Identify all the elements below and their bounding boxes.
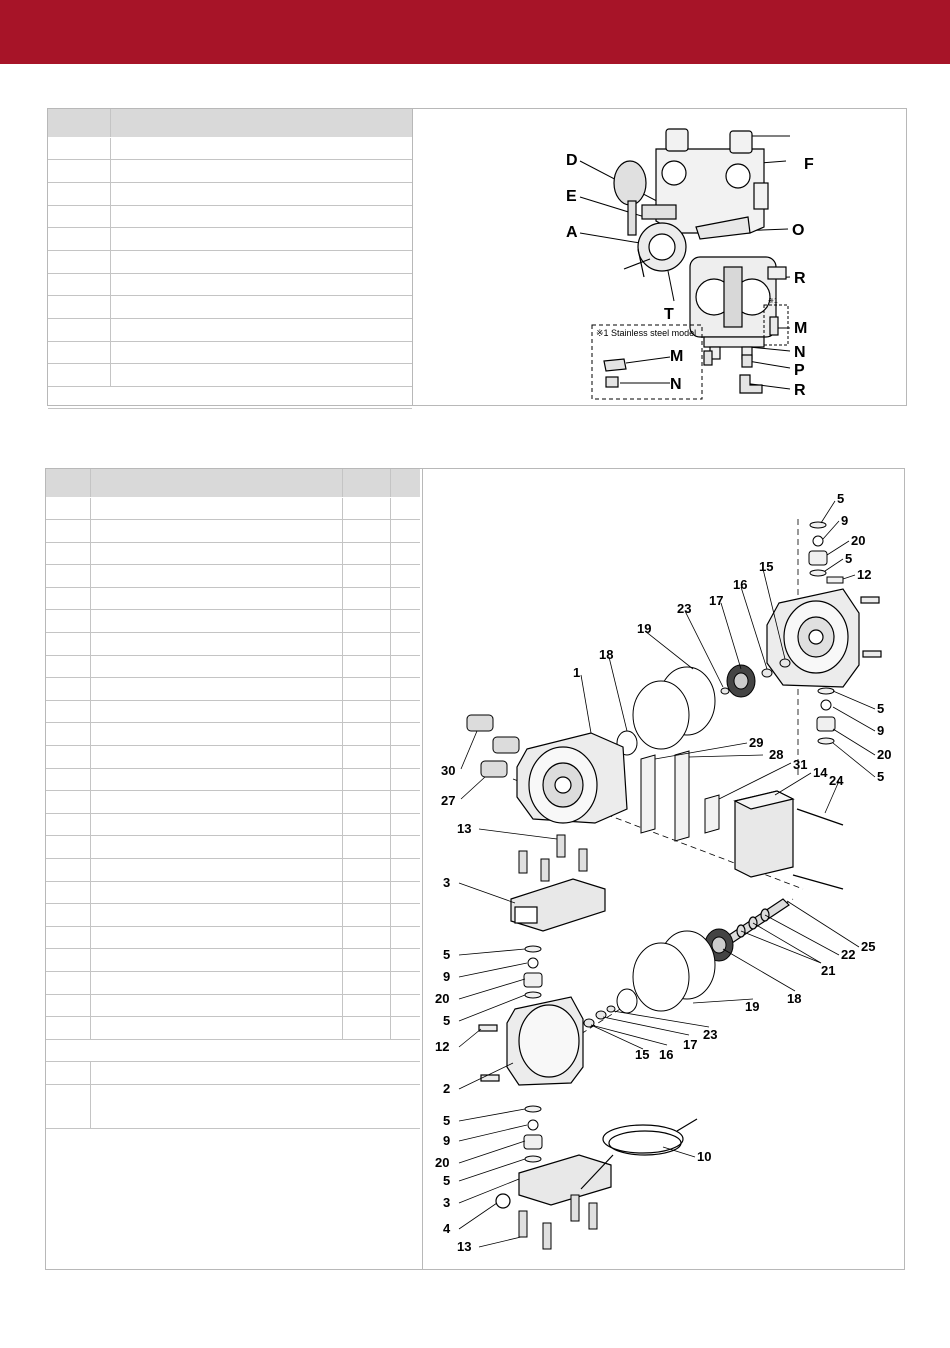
cell-part-name [90, 678, 342, 701]
table-row [46, 746, 420, 769]
callout-m: M [794, 320, 808, 337]
cell-extra [390, 746, 420, 769]
callout-9-b: 9 [877, 723, 885, 738]
table-section-row [46, 1039, 420, 1061]
callout-18-b: 18 [787, 991, 802, 1006]
table-footer-row [48, 387, 412, 409]
cell-qty [342, 723, 390, 746]
pump-system-illustration [528, 121, 828, 403]
cell-extra [390, 904, 420, 927]
header-cell-code [48, 109, 110, 137]
cell-extra [390, 610, 420, 633]
cell-description [110, 205, 412, 228]
header-cell-extra [390, 469, 420, 497]
table-row [48, 160, 412, 183]
table-row [46, 836, 420, 859]
cell-no [46, 926, 90, 949]
cell-no [46, 497, 90, 520]
cell-description [110, 364, 412, 387]
cell-part-name [90, 723, 342, 746]
cell-no [46, 904, 90, 927]
callout-5-h: 5 [443, 1173, 451, 1188]
table-row [46, 565, 420, 588]
callout-5-f: 5 [443, 1013, 451, 1028]
cell-no [46, 723, 90, 746]
cell-part-name [90, 813, 342, 836]
callout-14: 14 [813, 765, 828, 780]
cell-qty [342, 768, 390, 791]
cell-no [46, 859, 90, 882]
cell-extra [390, 633, 420, 656]
cell-part-name [90, 700, 342, 723]
cell-part-name [90, 768, 342, 791]
cell-no [46, 836, 90, 859]
table-row [46, 497, 420, 520]
cell-qty [342, 497, 390, 520]
callout-5-g: 5 [443, 1113, 451, 1128]
callout-23-b: 23 [703, 1027, 718, 1042]
cell-no [46, 678, 90, 701]
header-bar [0, 0, 950, 64]
cell-code [48, 341, 110, 364]
cell-qty [342, 859, 390, 882]
callout-d: D [566, 152, 578, 169]
cell-extra [390, 497, 420, 520]
cell-part-name [90, 565, 342, 588]
table-note-row [46, 1084, 420, 1128]
cell-extra [390, 949, 420, 972]
callout-9-d: 9 [443, 1133, 451, 1148]
callout-17-b: 17 [683, 1037, 698, 1052]
cell-no [46, 520, 90, 543]
callout-5-b: 5 [845, 551, 853, 566]
callout-n: N [794, 344, 806, 361]
callout-20-a: 20 [851, 533, 866, 548]
cell-extra [390, 587, 420, 610]
cell-qty [342, 587, 390, 610]
table-row [46, 542, 420, 565]
cell-part-name [90, 542, 342, 565]
cell-qty [342, 565, 390, 588]
inset-title: ※1 Stainless steel model [596, 328, 697, 338]
cell-description [110, 137, 412, 160]
cell-no [46, 610, 90, 633]
callout-28: 28 [769, 747, 784, 762]
cell-part-name [90, 859, 342, 882]
header-cell-part-name [90, 469, 342, 497]
inset-callout-n: N [670, 376, 682, 393]
callout-p: P [794, 362, 805, 379]
cell-code [48, 137, 110, 160]
cell-description [110, 228, 412, 251]
cell-extra [390, 723, 420, 746]
cell-no [46, 565, 90, 588]
cell-qty [342, 904, 390, 927]
cell-no [46, 881, 90, 904]
callout-t: T [664, 306, 674, 323]
callout-15-b: 15 [635, 1047, 650, 1062]
callout-1: 1 [573, 665, 581, 680]
inset-callout-m: M [670, 348, 684, 365]
cell-extra [390, 813, 420, 836]
cell-no [46, 700, 90, 723]
footer-cell [48, 387, 412, 409]
table-row [48, 341, 412, 364]
cell-part-name [90, 746, 342, 769]
cell-qty [342, 633, 390, 656]
callout-20-d: 20 [435, 1155, 450, 1170]
cell-description [110, 182, 412, 205]
callout-13-b: 13 [457, 1239, 472, 1254]
cell-qty [342, 971, 390, 994]
table-row [48, 296, 412, 319]
cell-description [110, 250, 412, 273]
header-cell-qty [342, 469, 390, 497]
callout-18-a: 18 [599, 647, 614, 662]
callout-25: 25 [861, 939, 876, 954]
cell-part-name [90, 926, 342, 949]
cell-extra [390, 768, 420, 791]
callout-20-c: 20 [435, 991, 450, 1006]
table-row [46, 859, 420, 882]
callout-20-b: 20 [877, 747, 892, 762]
table-row [46, 655, 420, 678]
cell-no [46, 949, 90, 972]
cell-no [46, 746, 90, 769]
table-row [46, 678, 420, 701]
table-row [48, 273, 412, 296]
callout-5-a: 5 [837, 491, 845, 506]
callout-12-b: 12 [435, 1039, 450, 1054]
note-cell-no [46, 1061, 90, 1084]
cell-extra [390, 791, 420, 814]
cell-no [46, 542, 90, 565]
cell-description [110, 341, 412, 364]
cell-qty [342, 678, 390, 701]
table-row [46, 610, 420, 633]
table-row [46, 633, 420, 656]
callout-4: 4 [443, 1221, 451, 1236]
table-row [46, 926, 420, 949]
cell-no [46, 971, 90, 994]
callout-9-c: 9 [443, 969, 451, 984]
table-header-row [46, 469, 420, 497]
callout-e: E [566, 188, 577, 205]
cell-qty [342, 813, 390, 836]
cell-extra [390, 520, 420, 543]
table-row [46, 971, 420, 994]
cell-extra [390, 542, 420, 565]
header-cell-description [110, 109, 412, 137]
inset-marker: ※1 [768, 298, 778, 305]
callout-12-a: 12 [857, 567, 872, 582]
cell-part-name [90, 971, 342, 994]
table-header-row [48, 109, 412, 137]
cell-extra [390, 678, 420, 701]
cell-no [46, 587, 90, 610]
cell-no [46, 994, 90, 1017]
cell-no [46, 791, 90, 814]
cell-part-name [90, 655, 342, 678]
cell-code [48, 160, 110, 183]
cell-extra [390, 881, 420, 904]
system-components-panel [47, 108, 907, 406]
table-row [48, 228, 412, 251]
header-cell-no [46, 469, 90, 497]
cell-extra [390, 700, 420, 723]
callout-16-a: 16 [733, 577, 748, 592]
cell-part-name [90, 633, 342, 656]
cell-extra [390, 1017, 420, 1040]
cell-code [48, 182, 110, 205]
callout-10: 10 [697, 1149, 712, 1164]
section-cell [46, 1039, 420, 1061]
cell-no [46, 633, 90, 656]
callout-r-lower: R [794, 382, 806, 399]
cell-part-name [90, 836, 342, 859]
callout-r-upper: R [794, 270, 806, 287]
table-note-row [46, 1061, 420, 1084]
cell-qty [342, 949, 390, 972]
cell-part-name [90, 881, 342, 904]
table-row [46, 700, 420, 723]
callout-3-b: 3 [443, 1195, 451, 1210]
cell-qty [342, 836, 390, 859]
cell-extra [390, 859, 420, 882]
table-row [46, 520, 420, 543]
callout-21: 21 [821, 963, 836, 978]
cell-qty [342, 1017, 390, 1040]
cell-no [46, 768, 90, 791]
cell-description [110, 160, 412, 183]
pump-parts-panel [45, 468, 905, 1270]
callout-24: 24 [829, 773, 844, 788]
cell-qty [342, 655, 390, 678]
table-row [46, 881, 420, 904]
cell-qty [342, 791, 390, 814]
callout-5-d: 5 [877, 769, 885, 784]
cell-qty [342, 926, 390, 949]
callout-2: 2 [443, 1081, 451, 1096]
callout-5-e: 5 [443, 947, 451, 962]
cell-extra [390, 565, 420, 588]
cell-part-name [90, 587, 342, 610]
cell-qty [342, 700, 390, 723]
cell-qty [342, 881, 390, 904]
cell-code [48, 228, 110, 251]
table-row [46, 1017, 420, 1040]
cell-part-name [90, 610, 342, 633]
callout-16-b: 16 [659, 1047, 674, 1062]
table-row [48, 182, 412, 205]
system-components-table [48, 109, 412, 409]
callout-19-a: 19 [637, 621, 652, 636]
cell-extra [390, 994, 420, 1017]
cell-qty [342, 746, 390, 769]
callout-22: 22 [841, 947, 856, 962]
cell-extra [390, 926, 420, 949]
callout-a: A [566, 224, 578, 241]
pump-parts-table [46, 469, 420, 1129]
cell-qty [342, 542, 390, 565]
exploded-parts-diagram [423, 479, 903, 1267]
cell-no [46, 1017, 90, 1040]
cell-part-name [90, 520, 342, 543]
cell-qty [342, 520, 390, 543]
callout-9-a: 9 [841, 513, 849, 528]
callout-f: F [804, 156, 814, 173]
cell-code [48, 205, 110, 228]
cell-code [48, 273, 110, 296]
table-row [46, 791, 420, 814]
callout-5-c: 5 [877, 701, 885, 716]
table-row [46, 949, 420, 972]
table-row [46, 587, 420, 610]
cell-extra [390, 655, 420, 678]
cell-part-name [90, 994, 342, 1017]
panel-divider [412, 109, 413, 405]
cell-part-name [90, 791, 342, 814]
callout-19-b: 19 [745, 999, 760, 1014]
table-row [48, 250, 412, 273]
cell-qty [342, 994, 390, 1017]
table-row [48, 205, 412, 228]
cell-extra [390, 836, 420, 859]
callout-o: O [792, 222, 805, 239]
cell-part-name [90, 904, 342, 927]
table-row [46, 813, 420, 836]
cell-part-name [90, 1017, 342, 1040]
cell-code [48, 250, 110, 273]
cell-qty [342, 610, 390, 633]
callout-31: 31 [793, 757, 808, 772]
cell-code [48, 364, 110, 387]
cell-part-name [90, 949, 342, 972]
table-row [46, 768, 420, 791]
table-row [48, 364, 412, 387]
cell-description [110, 319, 412, 342]
table-row [46, 904, 420, 927]
callout-29: 29 [749, 735, 764, 750]
cell-description [110, 273, 412, 296]
cell-no [46, 813, 90, 836]
cell-description [110, 296, 412, 319]
table-row [48, 137, 412, 160]
note-cell-text [90, 1084, 420, 1128]
table-row [46, 723, 420, 746]
cell-code [48, 319, 110, 342]
callout-17-a: 17 [709, 593, 724, 608]
callout-15-a: 15 [759, 559, 774, 574]
table-row [48, 319, 412, 342]
table-row [46, 994, 420, 1017]
note-cell-no [46, 1084, 90, 1128]
cell-code [48, 296, 110, 319]
cell-no [46, 655, 90, 678]
cell-extra [390, 971, 420, 994]
callout-30: 30 [441, 763, 456, 778]
callout-23-a: 23 [677, 601, 692, 616]
callout-27: 27 [441, 793, 456, 808]
cell-part-name [90, 497, 342, 520]
callout-3-a: 3 [443, 875, 451, 890]
callout-13-a: 13 [457, 821, 472, 836]
note-cell-text [90, 1061, 420, 1084]
